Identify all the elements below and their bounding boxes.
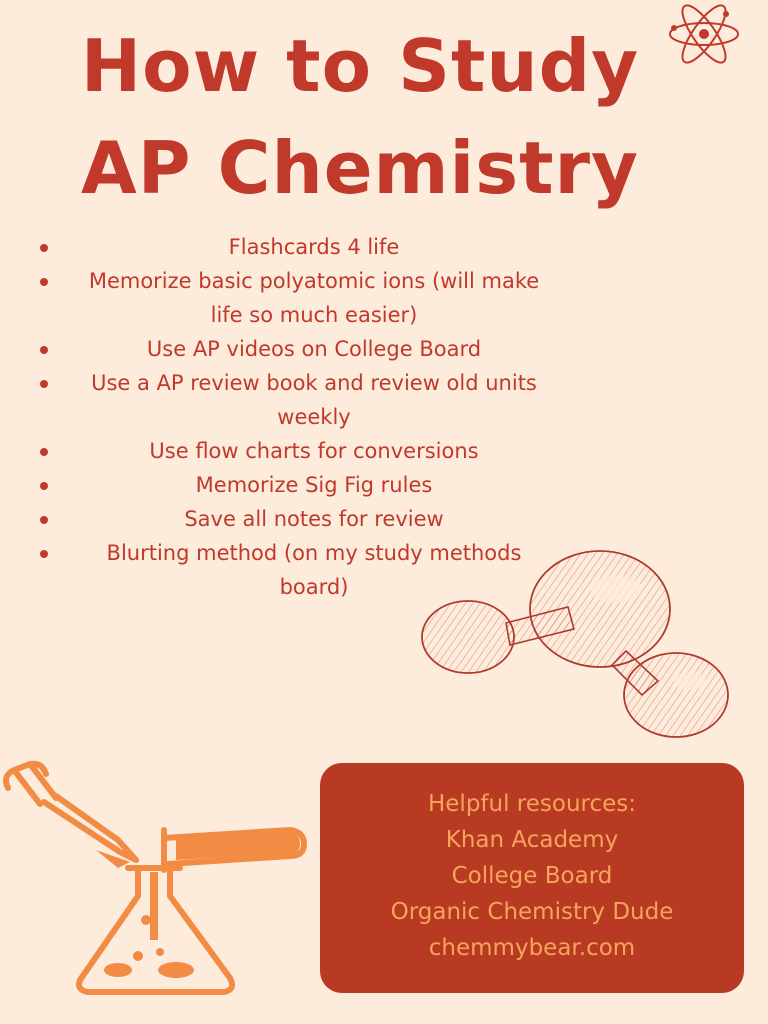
page-title-line-2: AP Chemistry <box>81 126 639 210</box>
list-item <box>36 502 556 536</box>
list-item <box>36 434 556 468</box>
tip-text: Memorize basic polyatomic ions (will make life so much easier) <box>88 269 540 327</box>
molecule-illustration <box>418 545 734 745</box>
helpful-resources-box <box>320 763 744 993</box>
list-item <box>36 366 556 434</box>
bullet-icon <box>40 482 48 490</box>
tip-text: Use AP videos on College Board <box>146 337 482 361</box>
resource-item: chemmybear.com <box>428 935 636 961</box>
bullet-icon <box>40 278 48 286</box>
list-item <box>36 332 556 366</box>
tip-text: Save all notes for review <box>184 507 444 531</box>
bullet-icon <box>40 448 48 456</box>
tip-text: Use a AP review book and review old units weekly <box>91 371 537 429</box>
page-title-line-1: How to Study <box>80 24 640 108</box>
list-item <box>36 230 556 264</box>
resource-item: Organic Chemistry Dude <box>390 899 674 925</box>
bullet-icon <box>40 516 48 524</box>
resource-item: College Board <box>451 863 613 889</box>
tip-text: Memorize Sig Fig rules <box>195 473 433 497</box>
tip-text: Blurting method (on my study methods board) <box>106 541 522 599</box>
list-item <box>36 264 556 332</box>
bullet-icon <box>40 380 48 388</box>
bullet-icon <box>40 550 48 558</box>
dropper-and-flask-illustration <box>0 760 310 1000</box>
bullet-icon <box>40 346 48 354</box>
resource-item: Khan Academy <box>445 827 619 853</box>
tip-text: Use flow charts for conversions <box>149 439 479 463</box>
bullet-icon <box>40 244 48 252</box>
list-item <box>36 468 556 502</box>
resources-heading: Helpful resources: <box>427 791 637 817</box>
tip-text: Flashcards 4 life <box>228 235 400 259</box>
